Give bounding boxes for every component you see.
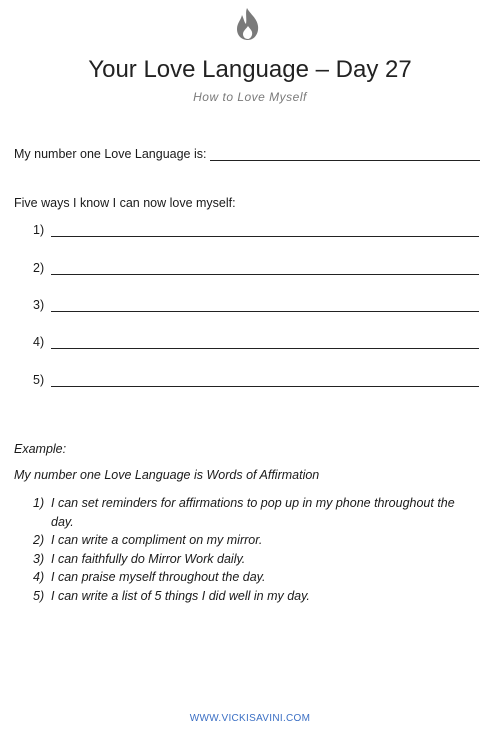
list-item-number: 3) [33,551,45,566]
list-item-text: I can praise myself throughout the day. [51,570,266,584]
answer-number: 5) [33,373,45,387]
list-item [33,568,479,587]
answer-line-4[interactable] [33,333,479,349]
answer-number: 4) [33,335,45,349]
five-ways-prompt: Five ways I know I can now love myself: [14,196,236,210]
answer-blank-line[interactable] [51,260,479,275]
love-language-label: My number one Love Language is: [14,147,207,161]
list-item-number: 1) [33,496,45,510]
example-title: My number one Love Language is Words of Affirmation [14,468,320,482]
answer-line-3[interactable] [33,296,479,312]
list-item-number: 4) [33,570,45,584]
list-item [33,587,479,606]
page-subtitle: How to Love Myself [193,90,307,104]
list-item [33,531,479,550]
answer-number: 2) [33,261,45,275]
answer-blank-line[interactable] [51,222,479,237]
list-item-number: 2) [33,533,45,547]
list-item-text: I can write a list of 5 things I did well in my day. [51,588,310,603]
answer-number: 3) [33,298,45,312]
list-item-text: I can faithfully do Mirror Work daily. [51,551,246,566]
example-list [33,494,479,605]
list-item-text: I can set reminders for affirmations to pop up in my phone throughout the day. [51,496,455,529]
flame-icon [230,6,266,42]
example-label: Example: [14,442,67,456]
answer-blank-line[interactable] [51,372,479,387]
website-link[interactable]: WWW.VICKISAVINI.COM [189,713,311,724]
list-item-text: I can write a compliment on my mirror. [51,533,263,547]
answer-blank-line[interactable] [51,297,479,312]
answer-line-2[interactable] [33,259,479,275]
list-item [33,494,479,531]
answer-blank-line[interactable] [51,334,479,349]
answer-line-5[interactable] [33,371,479,387]
answer-line-1[interactable] [33,221,479,237]
list-item-number: 5) [33,588,45,603]
love-language-blank-line[interactable] [210,146,481,161]
answer-number: 1) [33,223,45,237]
page-title: Your Love Language – Day 27 [88,56,412,83]
love-language-prompt [14,143,480,161]
list-item [33,550,479,569]
